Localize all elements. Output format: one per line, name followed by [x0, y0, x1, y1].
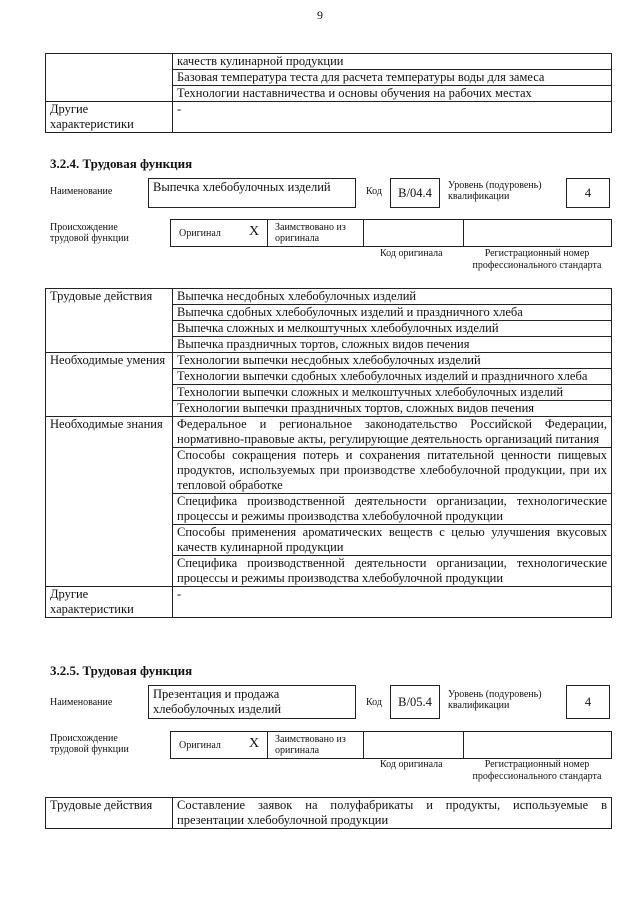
original-mark: X — [249, 736, 260, 751]
func2-table — [45, 797, 612, 829]
table-item: Специфика производственной деятельности организации, технологические процессы и режимы производства хлебобулочной продукции — [173, 494, 612, 525]
code-original-caption: Код оригинала — [380, 759, 443, 770]
level-label: Уровень (подуровень) квалификации — [448, 180, 542, 202]
name-value-box: Презентация и продажа хлебобулочных изделий — [148, 685, 356, 719]
divider — [463, 732, 464, 758]
original-mark: X — [249, 224, 260, 239]
code-original-caption: Код оригинала — [380, 248, 443, 259]
table-label-cell: Необходимые знания — [46, 417, 173, 587]
divider — [267, 220, 268, 246]
table-item: Способы применения ароматических веществ с целью улучшения вкусовых качеств кулинарной продукции — [173, 525, 612, 556]
table-label-cell — [46, 54, 173, 102]
code-value-box: B/05.4 — [390, 685, 440, 719]
table-item: Базовая температура теста для расчета температуры воды для замеса — [173, 70, 612, 86]
table-item: Способы сокращения потерь и сохранения питательной ценности пищевых продуктов, используемых при производстве хлебобулочной продукции, при их тепловой обработке — [173, 448, 612, 494]
table-item: Технологии выпечки праздничных тортов, сложных видов печения — [173, 401, 612, 417]
table-item: Технологии выпечки сдобных хлебобулочных изделий и праздничного хлеба — [173, 369, 612, 385]
code-label: Код — [366, 186, 382, 197]
origin-label: Происхождение трудовой функции — [50, 733, 129, 755]
divider — [463, 220, 464, 246]
table-item: Технологии выпечки сложных и мелкоштучных хлебобулочных изделий — [173, 385, 612, 401]
table-label-cell: Другие характеристики — [46, 102, 173, 133]
table-item: Технологии выпечки несдобных хлебобулочных изделий — [173, 353, 612, 369]
func1-table — [45, 288, 612, 618]
table-label-cell: Трудовые действия — [46, 289, 173, 353]
section-title: 3.2.5. Трудовая функция — [50, 663, 193, 678]
table-item: Технологии наставничества и основы обучения на рабочих местах — [173, 86, 612, 102]
table-item: Федеральное и региональное законодательство Российской Федерации, нормативно-правовые акты, регулирующие деятельность организаций питания — [173, 417, 612, 448]
table-label-cell: Необходимые умения — [46, 353, 173, 417]
table-label-cell: Трудовые действия — [46, 798, 173, 829]
top-table — [45, 53, 612, 133]
reg-caption: Регистрационный номер профессионального стандарта — [472, 759, 602, 782]
original-label: Оригинал — [179, 228, 221, 239]
page-number: 9 — [317, 8, 323, 22]
reg-caption: Регистрационный номер профессионального стандарта — [472, 248, 602, 271]
table-item: Специфика производственной деятельности организации, технологические процессы и режимы производства хлебобулочной продукции — [173, 556, 612, 587]
borrowed-label: Заимствовано из оригинала — [275, 734, 346, 756]
divider — [363, 732, 364, 758]
name-label: Наименование — [50, 697, 113, 708]
code-label: Код — [366, 697, 382, 708]
original-label: Оригинал — [179, 740, 221, 751]
table-item: Выпечка сдобных хлебобулочных изделий и праздничного хлеба — [173, 305, 612, 321]
table-item: - — [173, 587, 612, 618]
origin-label: Происхождение трудовой функции — [50, 222, 129, 244]
code-value-box: B/04.4 — [390, 178, 440, 208]
table-label-cell: Другие характеристики — [46, 587, 173, 618]
table-item: Выпечка праздничных тортов, сложных видов печения — [173, 337, 612, 353]
divider — [267, 732, 268, 758]
name-label: Наименование — [50, 186, 113, 197]
origin-box — [170, 731, 612, 759]
table-item: Выпечка сложных и мелкоштучных хлебобулочных изделий — [173, 321, 612, 337]
table-item: качеств кулинарной продукции — [173, 54, 612, 70]
divider — [363, 220, 364, 246]
origin-box — [170, 219, 612, 247]
borrowed-label: Заимствовано из оригинала — [275, 222, 346, 244]
name-value-box: Выпечка хлебобулочных изделий — [148, 178, 356, 208]
table-item: - — [173, 102, 612, 133]
section-title: 3.2.4. Трудовая функция — [50, 156, 193, 171]
level-label: Уровень (подуровень) квалификации — [448, 689, 542, 711]
table-item: Выпечка несдобных хлебобулочных изделий — [173, 289, 612, 305]
table-item: Составление заявок на полуфабрикаты и продукты, используемые в презентации хлебобулочной продукции — [173, 798, 612, 829]
level-value-box: 4 — [566, 685, 610, 719]
level-value-box: 4 — [566, 178, 610, 208]
